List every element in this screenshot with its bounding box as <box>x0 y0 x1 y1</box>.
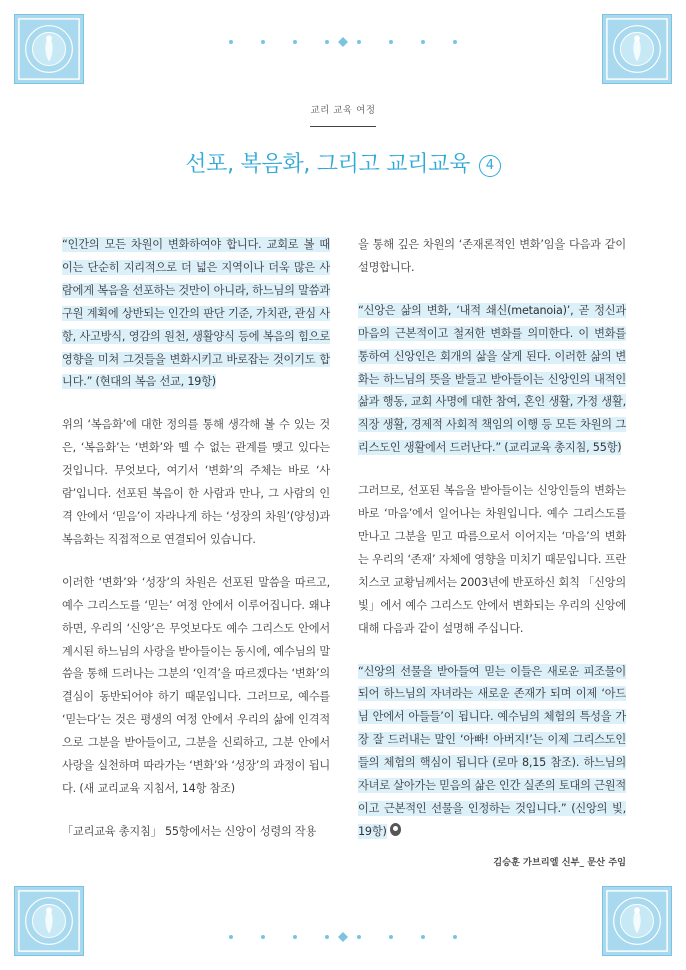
body-paragraph: 「교리교육 총지침」 55항에서는 신앙이 성령의 작용 <box>62 824 317 838</box>
quote-text: “신앙은 삶의 변화, ‘내적 쇄신(metanoia)’, 곧 정신과 마음의 근본적이고 철저한 변화를 의미한다. 이 변화를 통하여 신앙인은 회개의 삶을 살게 된다. 이러한 삶의 변화는 하느님의 뜻을 받들고 받아들이는 신앙인의 내적인 삶과 행동, 교회 사명에 대한 참여, 혼인 생활, 가정 생활, 직장 생활, 경제적 사회적 책임의 이행 등 모든 차원의 그리스도인 생활에서 드러난다.” <box>358 303 626 455</box>
corner-ornament-icon <box>14 14 84 84</box>
corner-ornament-icon <box>602 14 672 84</box>
dot-divider-bottom <box>100 932 586 942</box>
quote-text: “인간의 모든 차원이 변화하여야 합니다. 교회로 볼 때 이는 단순히 지리적으로 더 넓은 지역이나 더욱 많은 사람에게 복음을 선포하는 것만이 아니라, 하느님의 말씀과 구원 계획에 상반되는 인간의 판단 기준, 가치관, 관심 사항, 사고방식, 영감의 원천, 생활양식 등에 복음의 힘으로 영향을 미쳐 그것들을 변화시키고 바로잡는 것이기도 합니다.” <box>62 238 330 389</box>
quote-block <box>62 234 330 394</box>
title-text: 선포, 복음화, 그리고 교리교육 <box>185 152 471 177</box>
series-label: 교리 교육 여정 <box>310 105 376 116</box>
quote-block <box>358 300 626 460</box>
body-paragraph: 그러므로, 선포된 복음을 받아들이는 신앙인들의 변화는 바로 ‘마음’에서 일어나는 차원입니다. 예수 그리스도를 만나고 그분을 믿고 따름으로서 이어지는 ‘마음’의 변화는 우리의 ‘존재’ 자체에 영향을 미치기 때문입니다. 프란치스코 교황님께서는 2003년에 반포하신 회칙 「신앙의 빛」에서 예수 그리스도 안에서 변화되는 우리의 신앙에 대해 다음과 같이 설명해 주십니다. <box>358 484 626 635</box>
quote-text: “신앙의 선물을 받아들여 믿는 이들은 새로운 피조물이 되어 하느님의 자녀라는 새로운 존재가 되며 이제 ‘아드님 안에서 아들들’이 됩니다. 예수님의 체험의 특성을 가장 잘 드러내는 말인 ‘아빠! 아버지!’는 이제 그리스도인들의 체험의 핵심이 됩니다 (로마 8,15 참조). 하느님의 자녀로 살아가는 믿음의 삶은 인간 실존의 토대의 근원적이고 근본적인 선물을 인정하는 것입니다.” <box>358 664 626 815</box>
title-number: 4 <box>479 155 501 177</box>
page-title <box>0 147 686 178</box>
author-byline: 김승훈 가브리엘 신부_ 문산 주임 <box>493 857 626 868</box>
dot-divider-top <box>100 37 586 47</box>
end-mark-icon <box>390 823 401 836</box>
body-paragraph: 위의 ‘복음화’에 대한 정의를 통해 생각해 볼 수 있는 것은, ‘복음화’는 ‘변화’와 뗄 수 없는 관계를 맺고 있다는 것입니다. 무엇보다, 여기서 ‘변화’의 주체는 바로 ‘사람’입니다. 선포된 복음이 한 사람과 만나, 그 사람의 인격 안에서 ‘믿음’이 자라나게 하는 ‘성장의 차원’(양성)과 복음화는 직접적으로 연결되어 있습니다. <box>62 418 330 546</box>
corner-ornament-icon <box>14 886 84 956</box>
right-column <box>358 234 626 864</box>
body-paragraph: 이러한 ‘변화’와 ‘성장’의 차원은 선포된 말씀을 따르고, 예수 그리스도를 ‘믿는’ 여정 안에서 이루어집니다. 왜냐하면, 우리의 ‘신앙’은 무엇보다도 예수 그리스도 안에서 계시된 하느님의 사랑을 받아들이는 동시에, 예수님의 말씀을 통해 드러나는 그분의 ‘인격’을 따르겠다는 ‘변화’의 결심이 동반되어야 하기 때문입니다. 그러므로, 예수를 ‘믿는다’는 것은 평생의 여정 안에서 우리의 삶에 인격적으로 그분을 받아들이고, 그분을 신뢰하고, 그분 안에서 사랑을 실천하며 따라가는 ‘변화’와 ‘성장’의 과정이 됩니다. (새 교리교육 지침서, 14항 참조) <box>62 575 330 795</box>
series-underline <box>310 126 376 127</box>
body-paragraph: 을 통해 깊은 차원의 ‘존재론적인 변화’임을 다음과 같이 설명합니다. <box>358 238 626 274</box>
corner-ornament-icon <box>602 886 672 956</box>
quote-source: (교리교육 총지침, 55항) <box>500 441 622 455</box>
quote-source: (현대의 복음 선교, 19항) <box>92 375 216 389</box>
quote-source: (신앙의 빛, 19항) <box>358 801 626 838</box>
left-column <box>62 234 330 864</box>
quote-block <box>358 661 626 844</box>
